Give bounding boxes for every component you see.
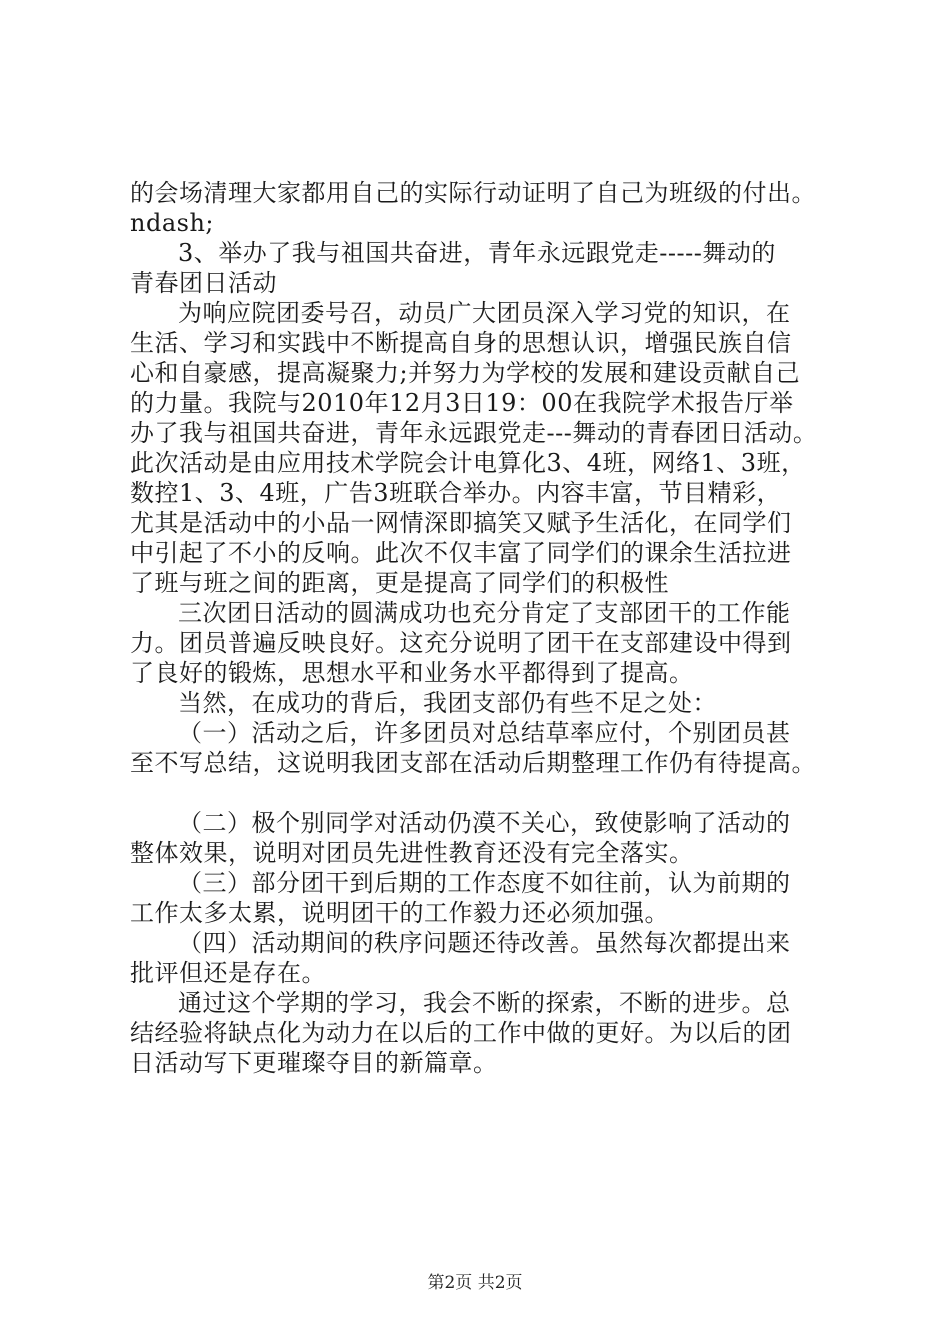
text-line: 工作太多太累，说明团干的工作毅力还必须加强。 bbox=[130, 899, 669, 927]
text-line: 数控1、3、4班，广告3班联合举办。内容丰富，节目精彩， bbox=[130, 479, 782, 507]
text-line: 了班与班之间的距离，更是提高了同学们的积极性 bbox=[130, 569, 669, 597]
text-line: 批评但还是存在。 bbox=[130, 959, 326, 987]
text-line: 三次团日活动的圆满成功也充分肯定了支部团干的工作能 bbox=[178, 599, 791, 627]
text-line: （四）活动期间的秩序问题还待改善。虽然每次都提出来 bbox=[178, 929, 791, 957]
text-line: 整体效果，说明对团员先进性教育还没有完全落实。 bbox=[130, 839, 694, 867]
page-footer: 第2页 共2页 bbox=[427, 1273, 523, 1293]
text-line: 日活动写下更璀璨夺目的新篇章。 bbox=[130, 1049, 498, 1077]
text-line: 的会场清理大家都用自己的实际行动证明了自己为班级的付出。 bbox=[130, 179, 816, 207]
text-line: 通过这个学期的学习，我会不断的探索，不断的进步。总 bbox=[178, 989, 791, 1017]
text-line: 结经验将缺点化为动力在以后的工作中做的更好。为以后的团 bbox=[130, 1019, 792, 1047]
text-line: （一）活动之后，许多团员对总结草率应付，个别团员甚 bbox=[178, 719, 791, 747]
text-line: 3、举办了我与祖国共奋进，青年永远跟党走-----舞动的 bbox=[178, 239, 776, 267]
text-line: 当然，在成功的背后，我团支部仍有些不足之处： bbox=[178, 689, 717, 717]
text-line: 心和自豪感，提高凝聚力;并努力为学校的发展和建设贡献自己 bbox=[130, 359, 801, 387]
text-line: 此次活动是由应用技术学院会计电算化3、4班，网络1、3班， bbox=[130, 449, 806, 477]
text-line: 力。团员普遍反映良好。这充分说明了团干在支部建设中得到 bbox=[130, 629, 792, 657]
text-line: 办了我与祖国共奋进，青年永远跟党走---舞动的青春团日活动。 bbox=[130, 419, 818, 447]
text-line: 了良好的锻炼，思想水平和业务水平都得到了提高。 bbox=[130, 659, 694, 687]
text-line: 生活、学习和实践中不断提高自身的思想认识，增强民族自信 bbox=[130, 329, 792, 357]
text-line: 青春团日活动 bbox=[130, 269, 277, 297]
text-line: （二）极个别同学对活动仍漠不关心，致使影响了活动的 bbox=[178, 809, 791, 837]
text-line: （三）部分团干到后期的工作态度不如往前，认为前期的 bbox=[178, 869, 791, 897]
text-line: 为响应院团委号召，动员广大团员深入学习党的知识，在 bbox=[178, 299, 791, 327]
text-line: ndash; bbox=[130, 209, 214, 237]
text-line: 中引起了不小的反响。此次不仅丰富了同学们的课余生活拉进 bbox=[130, 539, 792, 567]
text-line: 的力量。我院与2010年12月3日19：00在我院学术报告厅举 bbox=[130, 389, 794, 417]
text-line: 至不写总结，这说明我团支部在活动后期整理工作仍有待提高。 bbox=[130, 749, 816, 777]
text-line: 尤其是活动中的小品一网情深即搞笑又赋予生活化，在同学们 bbox=[130, 509, 792, 537]
